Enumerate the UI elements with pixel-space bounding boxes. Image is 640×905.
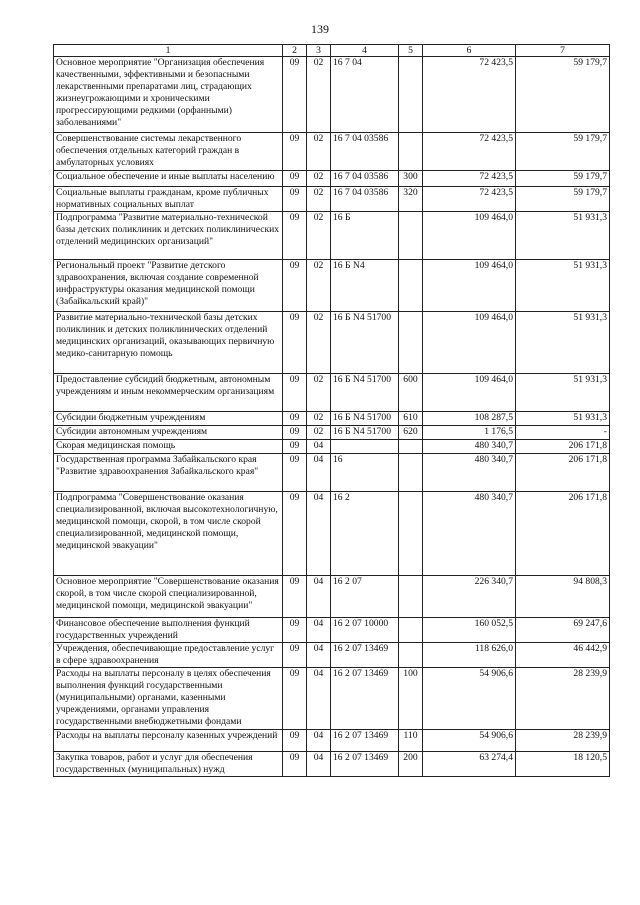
cell-subsection: 04 [307, 492, 331, 576]
cell-target-code: 16 7 04 03586 [331, 133, 399, 171]
cell-subsection: 02 [307, 187, 331, 212]
cell-amount-2: 59 179,7 [516, 171, 610, 187]
cell-amount-1: 63 274,4 [423, 752, 516, 777]
table-row [54, 187, 610, 212]
cell-target-code: 16 Б [331, 212, 399, 260]
cell-subsection: 02 [307, 212, 331, 260]
cell-subsection: 02 [307, 426, 331, 440]
cell-amount-1: 1 176,5 [423, 426, 516, 440]
cell-amount-1: 480 340,7 [423, 440, 516, 454]
cell-amount-2: 51 931,3 [516, 374, 610, 412]
cell-section: 09 [283, 668, 307, 730]
cell-subsection: 02 [307, 374, 331, 412]
budget-table [53, 44, 610, 777]
cell-amount-2: 59 179,7 [516, 57, 610, 133]
cell-section: 09 [283, 57, 307, 133]
cell-expense-type [399, 133, 423, 171]
cell-subsection: 04 [307, 752, 331, 777]
cell-name: Финансовое обеспечение выполнения функций государственных учреждений [54, 618, 283, 643]
cell-target-code: 16 2 07 13469 [331, 730, 399, 752]
cell-amount-2: 51 931,3 [516, 212, 610, 260]
cell-amount-2: 51 931,3 [516, 312, 610, 374]
cell-amount-1: 72 423,5 [423, 171, 516, 187]
cell-subsection: 02 [307, 312, 331, 374]
cell-amount-2: 51 931,3 [516, 260, 610, 312]
col-header-1: 1 [54, 45, 283, 57]
cell-name: Основное мероприятие "Организация обеспечения качественными, эффективными и безопасными лекарственными препаратами лиц, страдающих жизнеугрожающими и хроническими прогрессирующими редкими (орфанными) заболеваниями" [54, 57, 283, 133]
page-number: 139 [311, 22, 329, 36]
cell-name: Предоставление субсидий бюджетным, автономным учреждениям и иным некоммерческим организациям [54, 374, 283, 412]
cell-expense-type [399, 492, 423, 576]
cell-amount-1: 118 626,0 [423, 643, 516, 668]
cell-section: 09 [283, 260, 307, 312]
cell-name: Основное мероприятие "Совершенствование оказания скорой, в том числе скорой специализированной, медицинской помощи, медицинской эвакуации" [54, 576, 283, 618]
cell-name: Социальные выплаты гражданам, кроме публичных нормативных социальных выплат [54, 187, 283, 212]
cell-amount-1: 109 464,0 [423, 312, 516, 374]
cell-expense-type [399, 312, 423, 374]
cell-expense-type [399, 212, 423, 260]
col-header-3: 3 [307, 45, 331, 57]
cell-target-code: 16 7 04 03586 [331, 187, 399, 212]
table-row [54, 57, 610, 133]
cell-amount-1: 160 052,5 [423, 618, 516, 643]
cell-section: 09 [283, 730, 307, 752]
cell-expense-type: 600 [399, 374, 423, 412]
cell-section: 09 [283, 312, 307, 374]
cell-amount-1: 54 906,6 [423, 668, 516, 730]
table-row [54, 133, 610, 171]
cell-target-code: 16 Б N4 51700 [331, 312, 399, 374]
table-row [54, 668, 610, 730]
cell-expense-type [399, 643, 423, 668]
cell-target-code: 16 2 07 13469 [331, 752, 399, 777]
cell-name: Закупка товаров, работ и услуг для обеспечения государственных (муниципальных) нужд [54, 752, 283, 777]
cell-name: Подпрограмма "Совершенствование оказания специализированной, включая высокотехнологичную, медицинской помощи, скорой, в том числе скорой специализированной, медицинской помощи, медицинской эвакуации" [54, 492, 283, 576]
col-header-5: 5 [399, 45, 423, 57]
cell-amount-1: 480 340,7 [423, 492, 516, 576]
cell-subsection: 04 [307, 440, 331, 454]
table-row [54, 212, 610, 260]
table-row [54, 426, 610, 440]
table-row [54, 454, 610, 492]
cell-subsection: 04 [307, 643, 331, 668]
cell-target-code: 16 Б N4 51700 [331, 426, 399, 440]
cell-target-code [331, 440, 399, 454]
cell-amount-2: 69 247,6 [516, 618, 610, 643]
cell-section: 09 [283, 643, 307, 668]
cell-section: 09 [283, 618, 307, 643]
cell-expense-type: 100 [399, 668, 423, 730]
cell-name: Расходы на выплаты персоналу в целях обеспечения выполнения функций государственными (муниципальными) органами, казенными учреждениями, органами управления государственными внебюджетными фондами [54, 668, 283, 730]
cell-amount-2: 46 442,9 [516, 643, 610, 668]
col-header-7: 7 [516, 45, 610, 57]
cell-amount-1: 54 906,6 [423, 730, 516, 752]
cell-section: 09 [283, 426, 307, 440]
cell-expense-type: 200 [399, 752, 423, 777]
cell-name: Государственная программа Забайкальского края "Развитие здравоохранения Забайкальского края" [54, 454, 283, 492]
cell-amount-1: 72 423,5 [423, 57, 516, 133]
cell-expense-type: 300 [399, 171, 423, 187]
cell-name: Расходы на выплаты персоналу казенных учреждений [54, 730, 283, 752]
cell-amount-1: 72 423,5 [423, 187, 516, 212]
cell-section: 09 [283, 454, 307, 492]
table-row [54, 312, 610, 374]
cell-subsection: 02 [307, 133, 331, 171]
table-row [54, 440, 610, 454]
table-row [54, 374, 610, 412]
cell-name: Совершенствование системы лекарственного обеспечения отдельных категорий граждан в амбулаторных условиях [54, 133, 283, 171]
col-header-6: 6 [423, 45, 516, 57]
cell-expense-type [399, 57, 423, 133]
cell-amount-2: 59 179,7 [516, 187, 610, 212]
cell-target-code: 16 7 04 03586 [331, 171, 399, 187]
cell-target-code: 16 Б N4 [331, 260, 399, 312]
cell-amount-2: 206 171,8 [516, 454, 610, 492]
cell-amount-2: 59 179,7 [516, 133, 610, 171]
cell-expense-type [399, 576, 423, 618]
table-row [54, 576, 610, 618]
cell-amount-1: 226 340,7 [423, 576, 516, 618]
cell-subsection: 04 [307, 454, 331, 492]
cell-subsection: 04 [307, 668, 331, 730]
table-row [54, 730, 610, 752]
cell-amount-2: 206 171,8 [516, 492, 610, 576]
cell-section: 09 [283, 440, 307, 454]
cell-section: 09 [283, 171, 307, 187]
cell-section: 09 [283, 492, 307, 576]
table-row [54, 492, 610, 576]
cell-expense-type: 620 [399, 426, 423, 440]
cell-amount-1: 109 464,0 [423, 212, 516, 260]
cell-section: 09 [283, 374, 307, 412]
cell-expense-type [399, 260, 423, 312]
cell-target-code: 16 2 07 13469 [331, 643, 399, 668]
cell-expense-type [399, 618, 423, 643]
cell-amount-2: 51 931,3 [516, 412, 610, 426]
cell-amount-1: 108 287,5 [423, 412, 516, 426]
cell-name: Учреждения, обеспечивающие предоставление услуг в сфере здравоохранения [54, 643, 283, 668]
table-row [54, 618, 610, 643]
cell-section: 09 [283, 412, 307, 426]
cell-subsection: 04 [307, 576, 331, 618]
cell-section: 09 [283, 752, 307, 777]
cell-name: Социальное обеспечение и иные выплаты населению [54, 171, 283, 187]
cell-amount-2: 18 120,5 [516, 752, 610, 777]
cell-amount-2: 94 808,3 [516, 576, 610, 618]
cell-amount-2: 206 171,8 [516, 440, 610, 454]
cell-section: 09 [283, 133, 307, 171]
cell-amount-2: 28 239,9 [516, 668, 610, 730]
cell-expense-type: 610 [399, 412, 423, 426]
cell-target-code: 16 [331, 454, 399, 492]
cell-target-code: 16 Б N4 51700 [331, 412, 399, 426]
cell-target-code: 16 7 04 [331, 57, 399, 133]
cell-name: Развитие материально-технической базы детских поликлиник и детских поликлинических отделений медицинских организаций, оказывающих первичную медико-санитарную помощь [54, 312, 283, 374]
table-row [54, 412, 610, 426]
cell-name: Субсидии автономным учреждениям [54, 426, 283, 440]
cell-expense-type: 320 [399, 187, 423, 212]
cell-subsection: 02 [307, 412, 331, 426]
cell-target-code: 16 2 07 10000 [331, 618, 399, 643]
cell-subsection: 02 [307, 171, 331, 187]
cell-amount-1: 480 340,7 [423, 454, 516, 492]
table-row [54, 260, 610, 312]
cell-subsection: 04 [307, 618, 331, 643]
cell-subsection: 04 [307, 730, 331, 752]
table-row [54, 171, 610, 187]
table-row [54, 752, 610, 777]
cell-name: Региональный проект "Развитие детского здравоохранения, включая создание современной инфраструктуры оказания медицинской помощи (Забайкальский край)" [54, 260, 283, 312]
cell-amount-2: 28 239,9 [516, 730, 610, 752]
cell-target-code: 16 2 07 13469 [331, 668, 399, 730]
col-header-4: 4 [331, 45, 399, 57]
cell-expense-type [399, 440, 423, 454]
cell-amount-1: 109 464,0 [423, 374, 516, 412]
cell-target-code: 16 Б N4 51700 [331, 374, 399, 412]
cell-amount-2: - [516, 426, 610, 440]
cell-amount-1: 72 423,5 [423, 133, 516, 171]
cell-target-code: 16 2 07 [331, 576, 399, 618]
cell-name: Субсидии бюджетным учреждениям [54, 412, 283, 426]
cell-name: Скорая медицинская помощь [54, 440, 283, 454]
cell-subsection: 02 [307, 260, 331, 312]
cell-section: 09 [283, 187, 307, 212]
col-header-2: 2 [283, 45, 307, 57]
header-row [54, 45, 610, 57]
cell-target-code: 16 2 [331, 492, 399, 576]
table-row [54, 643, 610, 668]
cell-expense-type [399, 454, 423, 492]
cell-expense-type: 110 [399, 730, 423, 752]
cell-section: 09 [283, 576, 307, 618]
cell-amount-1: 109 464,0 [423, 260, 516, 312]
cell-name: Подпрограмма "Развитие материально-технической базы детских поликлиник и детских поликлинических отделений медицинских организаций" [54, 212, 283, 260]
cell-section: 09 [283, 212, 307, 260]
cell-subsection: 02 [307, 57, 331, 133]
